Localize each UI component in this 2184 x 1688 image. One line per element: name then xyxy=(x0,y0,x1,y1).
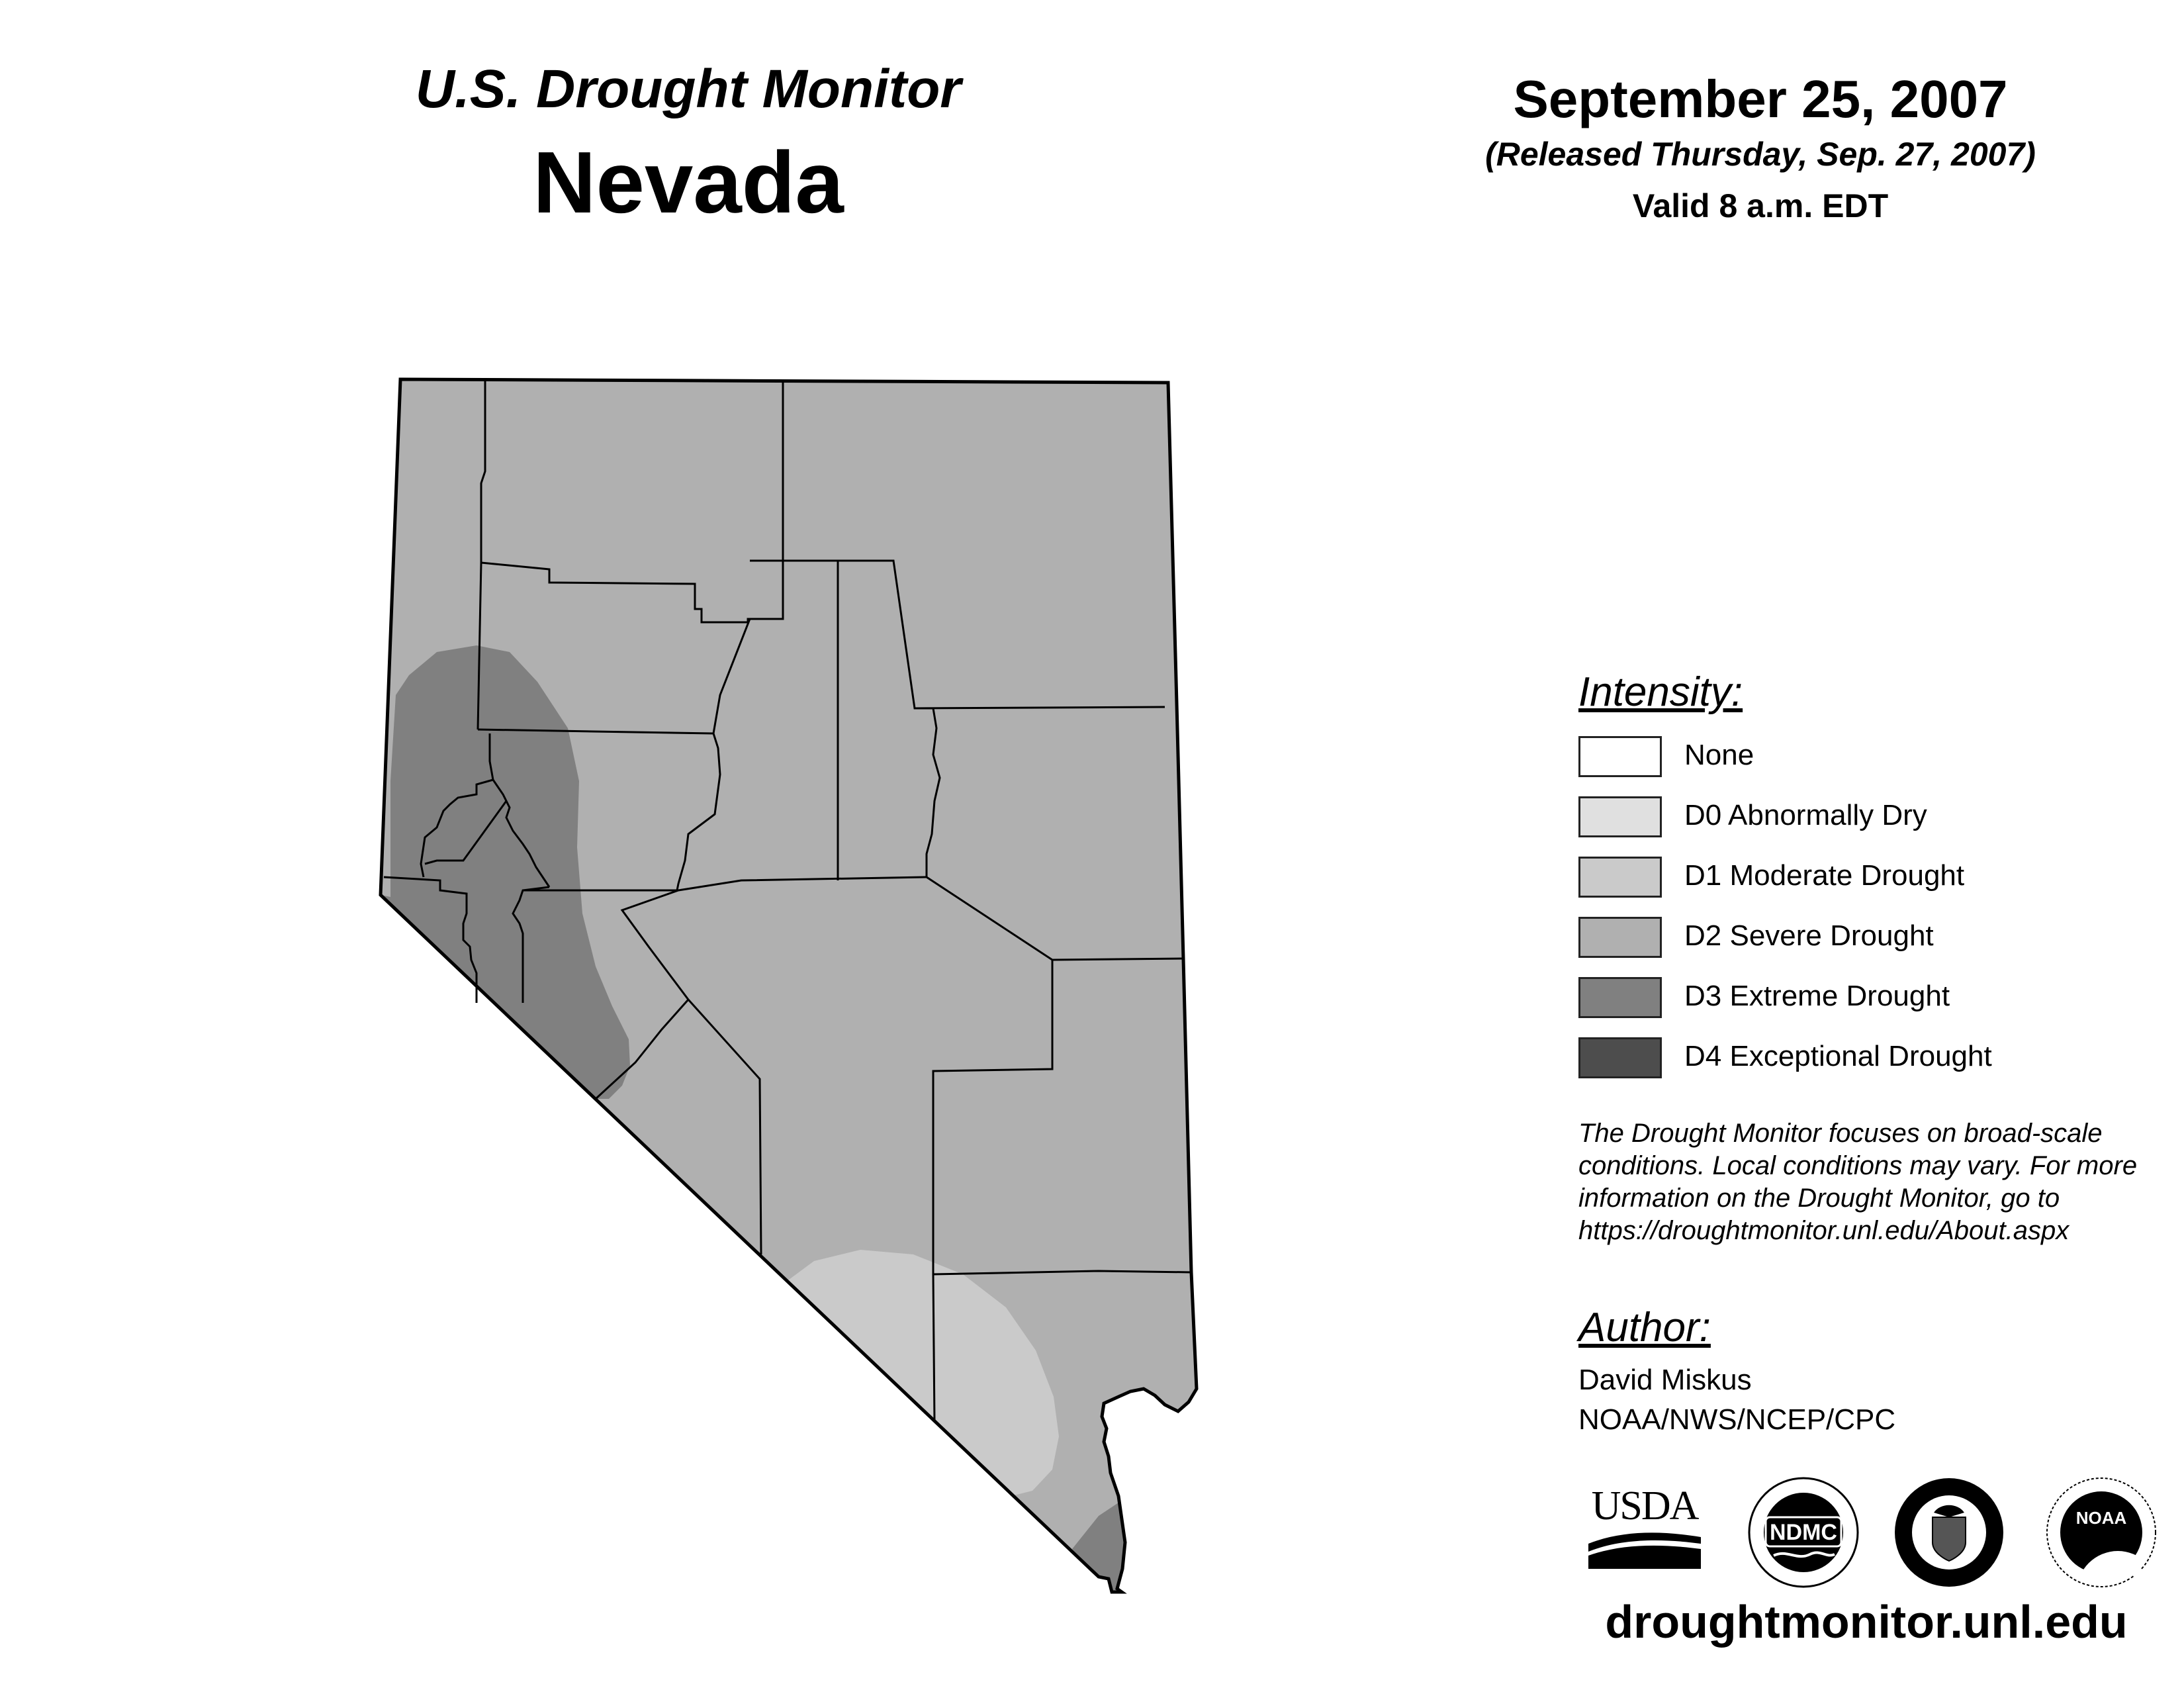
legend-label: D2 Severe Drought xyxy=(1684,919,1934,952)
disclaimer-note: The Drought Monitor focuses on broad-scale conditions. Local conditions may vary. For more information on the Drought Monitor, go to https://droughtmonitor.unl.edu/About.aspx xyxy=(1578,1119,2138,1245)
valid-time: Valid 8 a.m. EDT xyxy=(1632,187,1889,224)
legend-label: D4 Exceptional Drought xyxy=(1684,1040,1992,1072)
ndmc-logo xyxy=(1747,1476,1860,1589)
department-of-commerce-seal xyxy=(1893,1476,2005,1589)
release-date: (Released Thursday, Sep. 27, 2007) xyxy=(1485,136,2036,173)
legend-label: D3 Extreme Drought xyxy=(1684,980,1950,1012)
state-name: Nevada xyxy=(533,134,844,231)
legend-swatch xyxy=(1578,977,1662,1018)
noaa-logo-text: NOAA xyxy=(2075,1508,2127,1528)
author-name: David Miskus xyxy=(1578,1364,1752,1396)
legend-label: D0 Abnormally Dry xyxy=(1684,799,1927,831)
website-link[interactable]: droughtmonitor.unl.edu xyxy=(1605,1596,2128,1648)
map-date: September 25, 2007 xyxy=(1513,70,2008,128)
usda-stripes-icon xyxy=(1588,1483,1701,1569)
legend-swatch xyxy=(1578,917,1662,958)
noaa-logo xyxy=(2045,1476,2158,1589)
legend-title: Intensity: xyxy=(1578,669,1743,715)
legend-swatch xyxy=(1578,736,1662,777)
legend-swatch xyxy=(1578,857,1662,898)
author-heading: Author: xyxy=(1578,1305,1711,1350)
legend-swatch xyxy=(1578,1037,1662,1078)
author-organization: NOAA/NWS/NCEP/CPC xyxy=(1578,1403,1896,1436)
legend-swatch xyxy=(1578,796,1662,837)
usda-logo: USDA xyxy=(1588,1483,1701,1569)
legend-label: D1 Moderate Drought xyxy=(1684,859,1965,892)
legend-label: None xyxy=(1684,739,1754,771)
map-title: U.S. Drought Monitor xyxy=(415,59,962,119)
ndmc-logo-text: NDMC xyxy=(1770,1520,1837,1545)
